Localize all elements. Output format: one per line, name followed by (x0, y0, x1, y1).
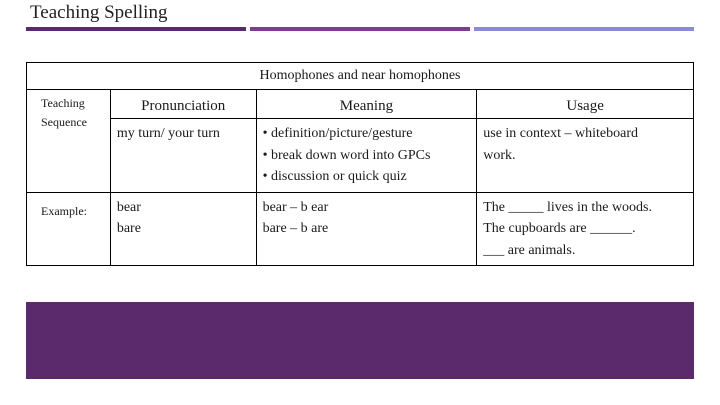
sequence-label-line: Sequence (41, 115, 87, 129)
cell-line: • break down word into GPCs (262, 147, 431, 163)
title-rule-3 (474, 27, 694, 31)
header-usage: Usage (477, 90, 694, 119)
sequence-meaning (256, 119, 477, 193)
sequence-usage (477, 119, 694, 193)
cell-line: The _____ lives in the woods. (483, 199, 653, 215)
footer-band (26, 302, 694, 379)
cell-line: work. (483, 147, 516, 163)
cell-line: use in context – whiteboard (483, 126, 638, 141)
teaching-sequence-label (27, 90, 111, 193)
title-rule-2 (250, 27, 470, 31)
cell-line: ___ are animals. (483, 242, 576, 258)
example-pronunciation (110, 192, 256, 266)
cell-line: • discussion or quick quiz (262, 169, 407, 184)
table-caption-row (27, 63, 694, 90)
cell-line: my turn/ your turn (116, 126, 220, 141)
sequence-label-line: Teaching (41, 96, 85, 110)
cell-line: bare – b are (262, 221, 329, 236)
title-underline (26, 27, 694, 31)
cell-line: The cupboards are ______. (483, 221, 636, 236)
example-usage (477, 192, 694, 266)
sequence-row (27, 119, 694, 193)
sequence-pronunciation (110, 119, 256, 193)
cell-line: bear (116, 199, 141, 215)
cell-line: • definition/picture/gesture (262, 126, 413, 141)
example-row (27, 192, 694, 266)
header-pronunciation: Pronunciation (110, 90, 256, 119)
example-label: Example: (27, 192, 111, 266)
table-header-row (27, 90, 694, 119)
homophones-table (26, 62, 694, 266)
cell-line: bare (116, 221, 141, 236)
slide-title: Teaching Spelling (30, 2, 168, 23)
example-meaning (256, 192, 477, 266)
table-caption: Homophones and near homophones (27, 63, 694, 90)
cell-line: bear – b ear (262, 199, 329, 215)
title-rule-1 (26, 27, 246, 31)
header-meaning: Meaning (256, 90, 477, 119)
